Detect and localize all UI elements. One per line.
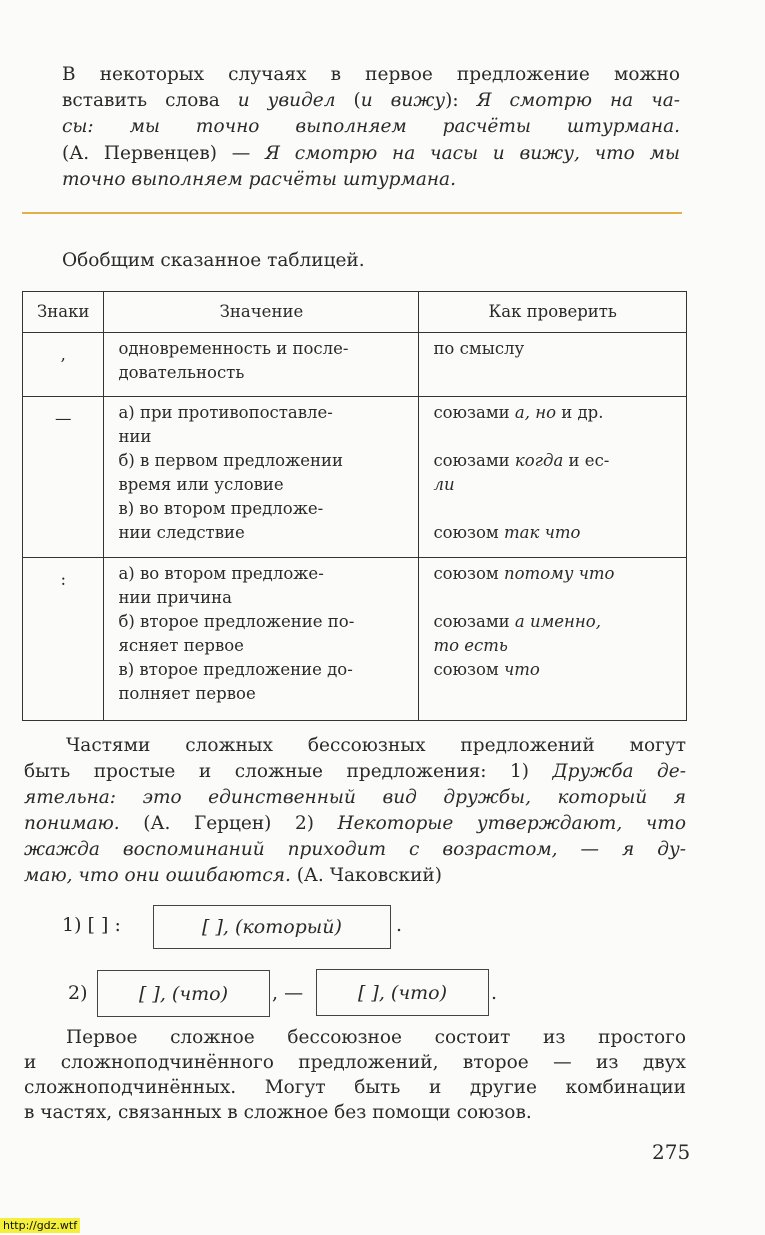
check-line: [433, 586, 672, 610]
text-line: [24, 787, 686, 808]
meaning-line: одновременность и после-: [118, 339, 349, 358]
text-line: [24, 865, 686, 886]
text: В некоторых случаях в первое предложение можно: [62, 64, 680, 85]
text: Частями сложных бессоюзных предложений могут: [66, 735, 686, 756]
italic-text: когда: [514, 451, 564, 471]
text: вставить слова: [62, 90, 238, 112]
text: союзами: [433, 611, 515, 631]
check-line: [433, 473, 672, 497]
text: (А. Первенцев) —: [62, 142, 266, 164]
italic-text: маю, что они ошибаются.: [24, 865, 291, 886]
text-line: [24, 1102, 686, 1123]
header-signs: Знаки: [23, 292, 104, 333]
meaning-line: нии: [118, 427, 152, 447]
text: (: [335, 90, 361, 112]
text: (А. Чаковский): [290, 865, 442, 886]
text-line: [62, 143, 680, 164]
italic-text: потому что: [504, 563, 615, 583]
scheme-1-prefix: 1) [ ] :: [62, 914, 121, 936]
check-cell: [419, 397, 687, 557]
text: (А. Герцен) 2): [119, 813, 338, 834]
meaning-line: время или условие: [118, 475, 284, 495]
italic-text: сы: мы точно выполняем расчёты штурмана.: [62, 116, 680, 138]
text: по смыслу: [433, 339, 525, 358]
italic-text: то есть: [433, 635, 508, 655]
scheme-2-prefix: 2): [68, 982, 88, 1004]
table-row: [23, 557, 687, 720]
italic-text: жажда воспоминаний приходит с возрастом, — я ду-: [24, 839, 686, 860]
text-line: [66, 735, 686, 756]
italic-text: ятельна: это единственный вид дружбы, который я: [24, 787, 686, 808]
check-cell: [419, 557, 687, 720]
section-divider: [22, 212, 682, 214]
text: сложноподчинённых. Могут быть и другие комбинации: [24, 1077, 686, 1098]
text-line: [24, 813, 686, 834]
meaning-line: довательность: [118, 363, 245, 382]
scheme-1-end: .: [396, 914, 403, 936]
check-line: [433, 634, 672, 658]
italic-text: так что: [504, 523, 581, 543]
italic-text: Дружба де-: [552, 761, 686, 782]
meaning-line: б) в первом предложении: [118, 451, 344, 471]
text-line: [24, 1052, 686, 1073]
italic-text: и увидел: [237, 90, 336, 112]
text: и др.: [556, 403, 604, 423]
scheme-2-separator: , —: [272, 982, 304, 1004]
sign-cell: :: [23, 557, 104, 720]
text-line: [66, 1027, 686, 1048]
table-intro: Обобщим сказанное таблицей.: [62, 250, 365, 271]
meaning-line: в) во втором предложе-: [118, 499, 324, 519]
italic-text: Я смотрю на часы и вижу, что мы: [265, 142, 680, 164]
check-line: [433, 521, 672, 545]
italic-text: и вижу: [360, 90, 446, 112]
italic-text: что: [504, 659, 540, 679]
table-row: [23, 397, 687, 557]
check-cell: [419, 333, 687, 397]
text-line: [62, 90, 680, 111]
text: союзом: [433, 659, 504, 679]
text-line: [62, 116, 680, 137]
scheme-1-box-text: [ ], (который): [202, 916, 342, 938]
italic-text: Некоторые утверждают, что: [337, 813, 686, 834]
text-line: [24, 1077, 686, 1098]
italic-text: ли: [433, 475, 455, 495]
check-line: [433, 337, 672, 361]
meaning-line: нии причина: [118, 587, 232, 607]
punctuation-table: [22, 291, 687, 721]
scheme-2-box-1: [97, 970, 270, 1017]
scheme-1-box: [153, 905, 391, 949]
text: ):: [445, 90, 477, 112]
text-line: [24, 761, 686, 782]
header-meaning: Значение: [104, 292, 419, 333]
meaning-line: нии следствие: [118, 523, 245, 543]
text: союзами: [433, 403, 515, 423]
sign-cell: —: [23, 397, 104, 557]
text: союзами: [433, 451, 515, 471]
page-number: 275: [652, 1140, 691, 1164]
meaning-line: в) второе предложение до-: [118, 659, 353, 679]
check-line: [433, 658, 672, 682]
check-line: [433, 610, 672, 634]
text-line: [62, 169, 680, 190]
italic-text: понимаю.: [24, 813, 120, 834]
text-line: [24, 839, 686, 860]
meaning-line: а) во втором предложе-: [118, 563, 324, 583]
meaning-line: ясняет первое: [118, 635, 244, 655]
sign-cell: ,: [23, 333, 104, 397]
check-line: [433, 401, 672, 425]
meaning-cell: [104, 397, 419, 557]
text: быть простые и сложные предложения: 1): [24, 761, 553, 782]
scheme-2-box-2-text: [ ], (что): [357, 981, 448, 1004]
table-row: [23, 333, 687, 397]
text: союзом: [433, 523, 504, 543]
meaning-line: а) при противопоставле-: [118, 403, 333, 423]
check-line: [433, 562, 672, 586]
text: и сложноподчинённого предложений, второе — из двух: [24, 1052, 686, 1073]
scheme-2-box-2: [316, 969, 489, 1016]
text: союзом: [433, 563, 504, 583]
check-line: [433, 497, 672, 521]
italic-text: а именно,: [514, 611, 601, 631]
italic-text: Я смотрю на ча-: [476, 90, 680, 112]
scheme-2-box-1-text: [ ], (что): [138, 982, 229, 1005]
italic-text: а, но: [514, 403, 557, 423]
text: в частях, связанных в сложное без помощи союзов.: [24, 1102, 532, 1123]
text: Первое сложное бессоюзное состоит из простого: [66, 1027, 686, 1048]
check-line: [433, 449, 672, 473]
scheme-2-end: .: [491, 982, 498, 1004]
meaning-line: полняет первое: [118, 683, 256, 703]
table-header-row: [23, 292, 687, 333]
meaning-cell: [104, 333, 419, 397]
text-line: [62, 64, 680, 85]
header-check: Как проверить: [419, 292, 687, 333]
italic-text: точно выполняем расчёты штурмана.: [62, 168, 456, 190]
meaning-cell: [104, 557, 419, 720]
text: и ес-: [563, 451, 610, 471]
source-label[interactable]: http://gdz.wtf: [0, 1218, 80, 1233]
check-line: [433, 425, 672, 449]
meaning-line: б) второе предложение по-: [118, 611, 355, 631]
